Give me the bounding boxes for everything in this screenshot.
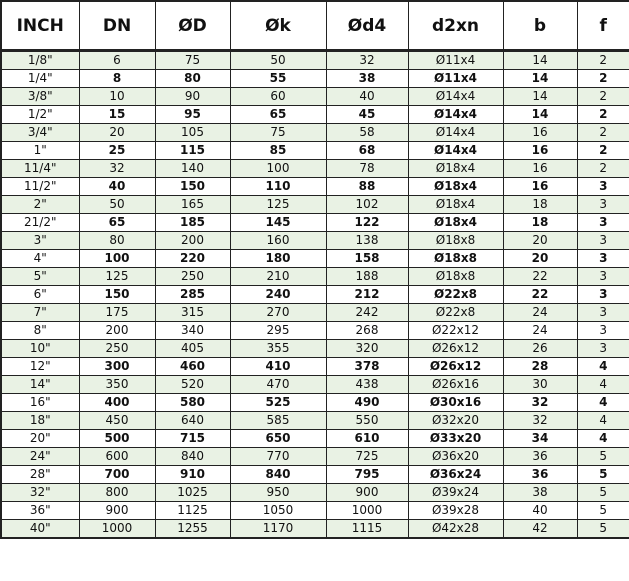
cell-dn: 20 [79,124,155,142]
cell-outer-diameter: 285 [155,286,230,304]
cell-dn: 300 [79,358,155,376]
table-row [1,124,629,142]
cell-dn: 125 [79,268,155,286]
cell-thickness: 28 [503,358,577,376]
cell-thickness: 42 [503,520,577,539]
header-raised-face-diameter: Ød4 [326,1,408,51]
cell-thickness: 18 [503,196,577,214]
cell-inch: 18" [1,412,79,430]
cell-bolt-circle: 410 [230,358,326,376]
cell-inch: 36" [1,502,79,520]
cell-bolt-holes: Ø11x4 [408,70,503,88]
cell-raised-face-height: 5 [577,466,629,484]
table-row [1,484,629,502]
cell-dn: 500 [79,430,155,448]
cell-bolt-circle: 355 [230,340,326,358]
cell-raised-face-height: 3 [577,250,629,268]
cell-dn: 800 [79,484,155,502]
cell-outer-diameter: 95 [155,106,230,124]
cell-inch: 12" [1,358,79,376]
table-row [1,448,629,466]
cell-bolt-circle: 180 [230,250,326,268]
cell-inch: 11/2" [1,178,79,196]
cell-bolt-holes: Ø14x4 [408,88,503,106]
cell-bolt-holes: Ø26x12 [408,358,503,376]
table-row [1,340,629,358]
table-row [1,178,629,196]
table-row [1,232,629,250]
cell-bolt-holes: Ø26x12 [408,340,503,358]
cell-dn: 350 [79,376,155,394]
cell-bolt-circle: 100 [230,160,326,178]
cell-bolt-holes: Ø18x4 [408,196,503,214]
cell-dn: 10 [79,88,155,106]
cell-thickness: 14 [503,106,577,124]
cell-outer-diameter: 910 [155,466,230,484]
cell-raised-face-height: 2 [577,88,629,106]
cell-outer-diameter: 220 [155,250,230,268]
cell-outer-diameter: 185 [155,214,230,232]
cell-thickness: 32 [503,394,577,412]
cell-thickness: 16 [503,142,577,160]
header-row [1,1,629,51]
cell-raised-face-diameter: 490 [326,394,408,412]
table-row [1,466,629,484]
cell-raised-face-diameter: 268 [326,322,408,340]
cell-inch: 20" [1,430,79,448]
cell-bolt-circle: 950 [230,484,326,502]
header-dn: DN [79,1,155,51]
cell-raised-face-height: 5 [577,448,629,466]
cell-bolt-holes: Ø32x20 [408,412,503,430]
cell-raised-face-diameter: 188 [326,268,408,286]
cell-inch: 6" [1,286,79,304]
cell-bolt-holes: Ø18x8 [408,250,503,268]
cell-inch: 3" [1,232,79,250]
cell-inch: 4" [1,250,79,268]
table-row [1,430,629,448]
cell-bolt-circle: 270 [230,304,326,322]
table-row [1,250,629,268]
cell-inch: 21/2" [1,214,79,232]
cell-thickness: 22 [503,268,577,286]
cell-outer-diameter: 640 [155,412,230,430]
header-thickness: b [503,1,577,51]
cell-raised-face-height: 2 [577,70,629,88]
cell-raised-face-diameter: 78 [326,160,408,178]
table-row [1,214,629,232]
cell-raised-face-height: 3 [577,304,629,322]
cell-inch: 16" [1,394,79,412]
cell-bolt-holes: Ø33x20 [408,430,503,448]
cell-bolt-holes: Ø36x24 [408,466,503,484]
cell-raised-face-height: 2 [577,106,629,124]
table-row [1,322,629,340]
table-row [1,51,629,70]
cell-raised-face-height: 3 [577,196,629,214]
cell-raised-face-height: 4 [577,376,629,394]
cell-bolt-circle: 525 [230,394,326,412]
cell-bolt-holes: Ø30x16 [408,394,503,412]
cell-raised-face-height: 3 [577,268,629,286]
cell-bolt-circle: 85 [230,142,326,160]
cell-raised-face-height: 2 [577,124,629,142]
cell-bolt-holes: Ø22x8 [408,304,503,322]
cell-raised-face-diameter: 1115 [326,520,408,539]
table-row [1,376,629,394]
cell-raised-face-height: 2 [577,160,629,178]
cell-inch: 40" [1,520,79,539]
cell-inch: 32" [1,484,79,502]
table-body [1,51,629,539]
cell-raised-face-diameter: 102 [326,196,408,214]
cell-bolt-circle: 295 [230,322,326,340]
table-row [1,268,629,286]
cell-raised-face-diameter: 122 [326,214,408,232]
cell-inch: 1/8" [1,51,79,70]
cell-raised-face-height: 5 [577,520,629,539]
cell-outer-diameter: 80 [155,70,230,88]
cell-bolt-holes: Ø18x8 [408,268,503,286]
cell-outer-diameter: 105 [155,124,230,142]
header-bolt-circle: Øk [230,1,326,51]
cell-bolt-circle: 240 [230,286,326,304]
cell-thickness: 16 [503,124,577,142]
header-inch: INCH [1,1,79,51]
cell-thickness: 16 [503,160,577,178]
cell-dn: 100 [79,250,155,268]
header-outer-diameter: ØD [155,1,230,51]
cell-raised-face-diameter: 32 [326,51,408,70]
cell-dn: 200 [79,322,155,340]
table-row [1,502,629,520]
cell-raised-face-diameter: 158 [326,250,408,268]
table-row [1,142,629,160]
cell-raised-face-diameter: 550 [326,412,408,430]
cell-raised-face-diameter: 58 [326,124,408,142]
cell-raised-face-diameter: 438 [326,376,408,394]
cell-bolt-circle: 55 [230,70,326,88]
cell-bolt-holes: Ø22x12 [408,322,503,340]
table-row [1,196,629,214]
cell-bolt-holes: Ø42x28 [408,520,503,539]
cell-thickness: 30 [503,376,577,394]
table-header [1,1,629,51]
cell-dn: 1000 [79,520,155,539]
table-row [1,520,629,539]
cell-thickness: 22 [503,286,577,304]
cell-bolt-circle: 770 [230,448,326,466]
cell-thickness: 14 [503,70,577,88]
cell-raised-face-diameter: 900 [326,484,408,502]
cell-thickness: 14 [503,51,577,70]
cell-inch: 28" [1,466,79,484]
cell-bolt-circle: 470 [230,376,326,394]
cell-outer-diameter: 75 [155,51,230,70]
cell-dn: 8 [79,70,155,88]
cell-raised-face-diameter: 242 [326,304,408,322]
cell-bolt-holes: Ø22x8 [408,286,503,304]
cell-bolt-holes: Ø18x8 [408,232,503,250]
cell-dn: 6 [79,51,155,70]
cell-outer-diameter: 1255 [155,520,230,539]
cell-raised-face-diameter: 320 [326,340,408,358]
cell-raised-face-height: 4 [577,430,629,448]
cell-dn: 80 [79,232,155,250]
cell-raised-face-diameter: 610 [326,430,408,448]
table-row [1,358,629,376]
cell-bolt-circle: 110 [230,178,326,196]
cell-dn: 32 [79,160,155,178]
cell-inch: 3/4" [1,124,79,142]
cell-dn: 50 [79,196,155,214]
cell-inch: 2" [1,196,79,214]
cell-raised-face-height: 5 [577,502,629,520]
cell-outer-diameter: 115 [155,142,230,160]
cell-bolt-holes: Ø14x4 [408,106,503,124]
cell-bolt-circle: 125 [230,196,326,214]
cell-inch: 14" [1,376,79,394]
cell-raised-face-diameter: 212 [326,286,408,304]
cell-thickness: 40 [503,502,577,520]
cell-thickness: 32 [503,412,577,430]
cell-raised-face-diameter: 725 [326,448,408,466]
cell-bolt-holes: Ø18x4 [408,214,503,232]
cell-raised-face-diameter: 1000 [326,502,408,520]
cell-bolt-circle: 650 [230,430,326,448]
cell-inch: 1/2" [1,106,79,124]
cell-bolt-circle: 585 [230,412,326,430]
cell-outer-diameter: 200 [155,232,230,250]
cell-dn: 40 [79,178,155,196]
cell-raised-face-diameter: 378 [326,358,408,376]
cell-raised-face-height: 2 [577,142,629,160]
cell-bolt-circle: 50 [230,51,326,70]
header-bolt-holes: d2xn [408,1,503,51]
cell-thickness: 20 [503,250,577,268]
table-row [1,304,629,322]
cell-outer-diameter: 250 [155,268,230,286]
cell-bolt-holes: Ø39x24 [408,484,503,502]
cell-bolt-circle: 1050 [230,502,326,520]
cell-thickness: 36 [503,448,577,466]
cell-inch: 7" [1,304,79,322]
cell-bolt-holes: Ø11x4 [408,51,503,70]
cell-raised-face-height: 3 [577,286,629,304]
cell-thickness: 16 [503,178,577,196]
table-row [1,70,629,88]
cell-dn: 700 [79,466,155,484]
header-raised-face-height: f [577,1,629,51]
cell-thickness: 20 [503,232,577,250]
cell-bolt-holes: Ø26x16 [408,376,503,394]
cell-bolt-circle: 75 [230,124,326,142]
cell-dn: 250 [79,340,155,358]
cell-raised-face-diameter: 40 [326,88,408,106]
cell-outer-diameter: 140 [155,160,230,178]
cell-bolt-holes: Ø36x20 [408,448,503,466]
table-row [1,286,629,304]
cell-outer-diameter: 520 [155,376,230,394]
cell-bolt-circle: 145 [230,214,326,232]
cell-bolt-circle: 1170 [230,520,326,539]
cell-raised-face-height: 3 [577,178,629,196]
cell-raised-face-diameter: 38 [326,70,408,88]
cell-raised-face-height: 3 [577,322,629,340]
cell-bolt-holes: Ø14x4 [408,124,503,142]
cell-bolt-holes: Ø18x4 [408,178,503,196]
cell-bolt-holes: Ø18x4 [408,160,503,178]
cell-raised-face-height: 3 [577,232,629,250]
cell-inch: 8" [1,322,79,340]
cell-raised-face-height: 3 [577,340,629,358]
cell-outer-diameter: 405 [155,340,230,358]
table-row [1,106,629,124]
cell-raised-face-diameter: 88 [326,178,408,196]
cell-outer-diameter: 90 [155,88,230,106]
cell-outer-diameter: 340 [155,322,230,340]
cell-dn: 65 [79,214,155,232]
cell-dn: 900 [79,502,155,520]
table-row [1,160,629,178]
cell-raised-face-height: 4 [577,394,629,412]
cell-bolt-circle: 210 [230,268,326,286]
cell-thickness: 26 [503,340,577,358]
cell-dn: 400 [79,394,155,412]
cell-thickness: 24 [503,304,577,322]
cell-inch: 3/8" [1,88,79,106]
cell-dn: 600 [79,448,155,466]
cell-bolt-circle: 65 [230,106,326,124]
cell-thickness: 34 [503,430,577,448]
cell-bolt-holes: Ø39x28 [408,502,503,520]
cell-dn: 150 [79,286,155,304]
table-row [1,394,629,412]
cell-outer-diameter: 315 [155,304,230,322]
cell-inch: 11/4" [1,160,79,178]
cell-bolt-circle: 60 [230,88,326,106]
cell-dn: 15 [79,106,155,124]
cell-raised-face-diameter: 45 [326,106,408,124]
cell-bolt-circle: 840 [230,466,326,484]
cell-raised-face-diameter: 68 [326,142,408,160]
cell-raised-face-height: 3 [577,214,629,232]
cell-outer-diameter: 580 [155,394,230,412]
cell-thickness: 14 [503,88,577,106]
cell-outer-diameter: 150 [155,178,230,196]
cell-bolt-holes: Ø14x4 [408,142,503,160]
cell-raised-face-diameter: 795 [326,466,408,484]
cell-raised-face-diameter: 138 [326,232,408,250]
cell-dn: 25 [79,142,155,160]
table-row [1,88,629,106]
cell-raised-face-height: 2 [577,51,629,70]
cell-outer-diameter: 165 [155,196,230,214]
cell-thickness: 18 [503,214,577,232]
cell-inch: 1" [1,142,79,160]
cell-raised-face-height: 4 [577,412,629,430]
cell-outer-diameter: 1125 [155,502,230,520]
cell-bolt-circle: 160 [230,232,326,250]
cell-inch: 24" [1,448,79,466]
cell-outer-diameter: 715 [155,430,230,448]
cell-inch: 1/4" [1,70,79,88]
cell-thickness: 36 [503,466,577,484]
cell-outer-diameter: 1025 [155,484,230,502]
cell-dn: 450 [79,412,155,430]
cell-raised-face-height: 4 [577,358,629,376]
cell-dn: 175 [79,304,155,322]
cell-raised-face-height: 5 [577,484,629,502]
cell-outer-diameter: 840 [155,448,230,466]
cell-inch: 5" [1,268,79,286]
table-row [1,412,629,430]
cell-inch: 10" [1,340,79,358]
cell-outer-diameter: 460 [155,358,230,376]
cell-thickness: 24 [503,322,577,340]
cell-thickness: 38 [503,484,577,502]
